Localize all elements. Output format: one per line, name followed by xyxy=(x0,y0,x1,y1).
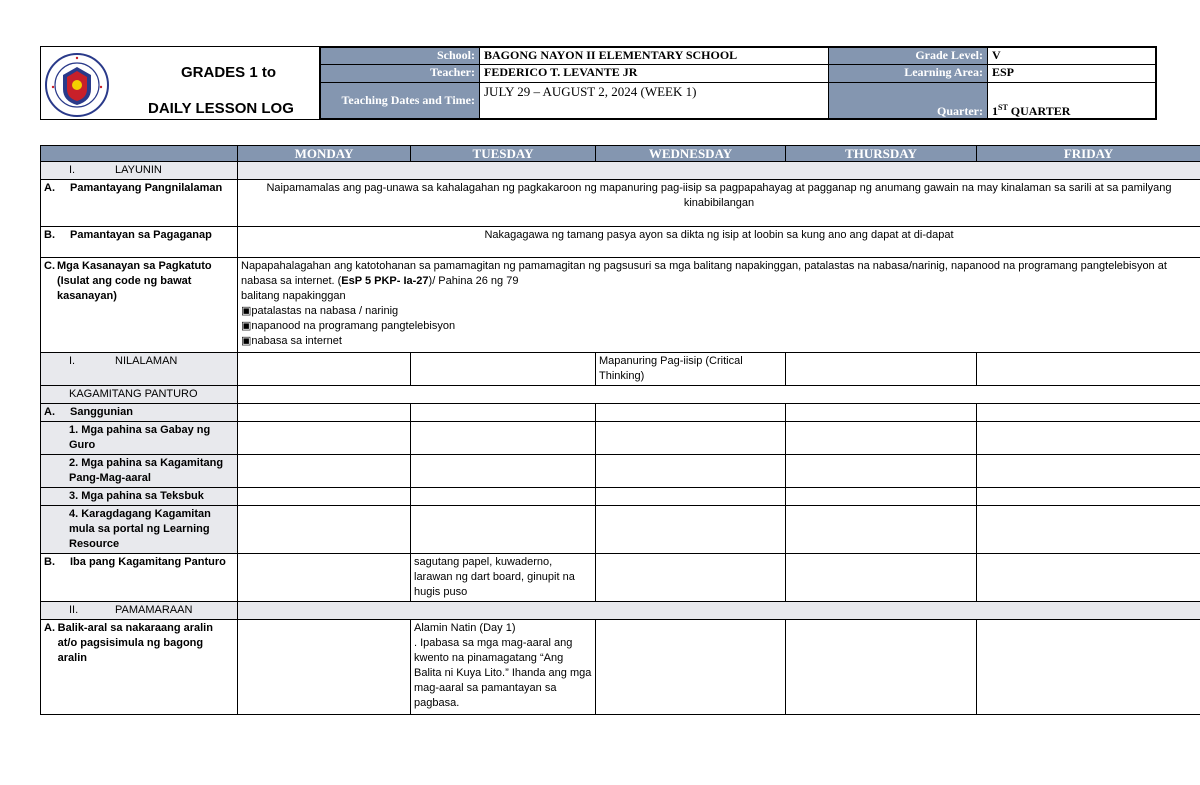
teacher-value: FEDERICO T. LEVANTE JR xyxy=(480,65,829,82)
checkbox-icon: ▣ xyxy=(241,320,252,332)
pamantayan-sa-pagaganap-row xyxy=(41,227,1200,258)
pamantayang-pangnilalaman-text: Naipamamalas ang pag-unawa sa kahalagahan ng pagkakaroon ng mapanuring pag-iisip sa pagpapahayag at pagganap ng anumang gawain na may kinalaman sa sarili at sa pamilyang kinabibilangan xyxy=(238,180,1200,227)
school-label: School: xyxy=(321,48,480,65)
pamamaraan-row xyxy=(41,602,1200,620)
kagamitang-pang-mag-aaral-row xyxy=(41,455,1200,488)
quarter-value: 1ST QUARTER xyxy=(988,82,1156,118)
balik-aral-row xyxy=(41,620,1200,715)
layunin-row xyxy=(41,162,1200,180)
kagamitang-panturo-label: KAGAMITANG PANTURO xyxy=(41,386,238,404)
balik-aral-label: A. Balik-aral sa nakaraang aralin at/o pagsisimula ng bagong aralin xyxy=(41,620,238,715)
nilalaman-wednesday: Mapanuring Pag-iisip (Critical Thinking) xyxy=(596,353,786,386)
mga-kasanayan-label: C. Mga Kasanayan sa Pagkatuto (Isulat ang code ng bawat kasanayan) xyxy=(41,258,238,353)
gabay-ng-guro-row xyxy=(41,422,1200,455)
dates-label: Teaching Dates and Time: xyxy=(321,82,480,118)
iba-pang-kagamitan-tuesday: sagutang papel, kuwaderno, larawan ng dart board, ginupit na hugis puso xyxy=(411,554,596,602)
school-value: BAGONG NAYON II ELEMENTARY SCHOOL xyxy=(480,48,829,65)
day-tuesday: TUESDAY xyxy=(411,146,596,162)
grade-level-label: Grade Level: xyxy=(829,48,988,65)
kagamitang-pang-mag-aaral-label: 2. Mga pahina sa Kagamitang Pang-Mag-aaral xyxy=(41,455,238,488)
iba-pang-kagamitan-row xyxy=(41,554,1200,602)
day-wednesday: WEDNESDAY xyxy=(596,146,786,162)
mga-kasanayan-text: Napapahalagahan ang katotohanan sa pamamagitan ng pamamagitan ng pagsusuri sa mga balitang napakinggan, patalastas na nabasa/narinig, napanood na programang pangtelebisyon at nabasa sa internet. (EsP 5 PKP- Ia-27)/ Pahina 26 ng 79 balitang napakinggan ▣patalastas na nabasa / narinig ▣napanood na programang pangtelebisyon ▣nabasa sa internet xyxy=(238,258,1200,353)
pamantayang-pangnilalaman-label: A. Pamantayang Pangnilalaman xyxy=(41,180,238,227)
karagdagang-kagamitan-row xyxy=(41,506,1200,554)
nilalaman-row xyxy=(41,353,1200,386)
grade-level-value: V xyxy=(988,48,1156,65)
iba-pang-kagamitan-label: B. Iba pang Kagamitang Panturo xyxy=(41,554,238,602)
checkbox-icon: ▣ xyxy=(241,335,252,347)
header-info-grid xyxy=(320,47,1156,119)
layunin-label: I. LAYUNIN xyxy=(41,162,238,180)
lesson-log-table xyxy=(40,145,1200,715)
day-header-row xyxy=(41,146,1200,162)
quarter-label: Quarter: xyxy=(829,82,988,118)
mga-kasanayan-row xyxy=(41,258,1200,353)
teksbuk-row xyxy=(41,488,1200,506)
pamantayang-pangnilalaman-row xyxy=(41,180,1200,227)
sanggunian-label: A. Sanggunian xyxy=(41,404,238,422)
gabay-ng-guro-label: 1. Mga pahina sa Gabay ng Guro xyxy=(41,422,238,455)
balik-aral-tuesday: Alamin Natin (Day 1) . Ipabasa sa mga mag-aaral ang kwento na pinamagatang “Ang Balita ni Kuya Lito.” Ihanda ang mga mag-aaral sa pamantayan sa pagbasa. xyxy=(411,620,596,715)
pamamaraan-label: II. PAMAMARAAN xyxy=(41,602,238,620)
day-friday: FRIDAY xyxy=(977,146,1200,162)
learning-area-value: ESP xyxy=(988,65,1156,82)
learning-area-label: Learning Area: xyxy=(829,65,988,82)
day-thursday: THURSDAY xyxy=(786,146,977,162)
pamantayan-sa-pagaganap-label: B. Pamantayan sa Pagaganap xyxy=(41,227,238,258)
teksbuk-label: 3. Mga pahina sa Teksbuk xyxy=(41,488,238,506)
karagdagang-kagamitan-label: 4. Karagdagang Kagamitan mula sa portal ng Learning Resource xyxy=(41,506,238,554)
daily-lesson-log-title: DAILY LESSON LOG xyxy=(148,100,294,117)
title-cell xyxy=(41,47,320,119)
kagamitang-panturo-row xyxy=(41,386,1200,404)
teacher-label: Teacher: xyxy=(321,65,480,82)
deped-seal-logo xyxy=(45,53,109,117)
dates-value: JULY 29 – AUGUST 2, 2024 (WEEK 1) xyxy=(480,82,829,118)
nilalaman-label: I. NILALAMAN xyxy=(41,353,238,386)
lesson-log-header xyxy=(40,46,1157,120)
grades-title: GRADES 1 to xyxy=(181,64,277,81)
pamantayan-sa-pagaganap-text: Nakagagawa ng tamang pasya ayon sa dikta ng isip at loobin sa kung ano ang dapat at di-dapat xyxy=(238,227,1200,258)
checkbox-icon: ▣ xyxy=(241,305,252,317)
sanggunian-row xyxy=(41,404,1200,422)
day-monday: MONDAY xyxy=(238,146,411,162)
